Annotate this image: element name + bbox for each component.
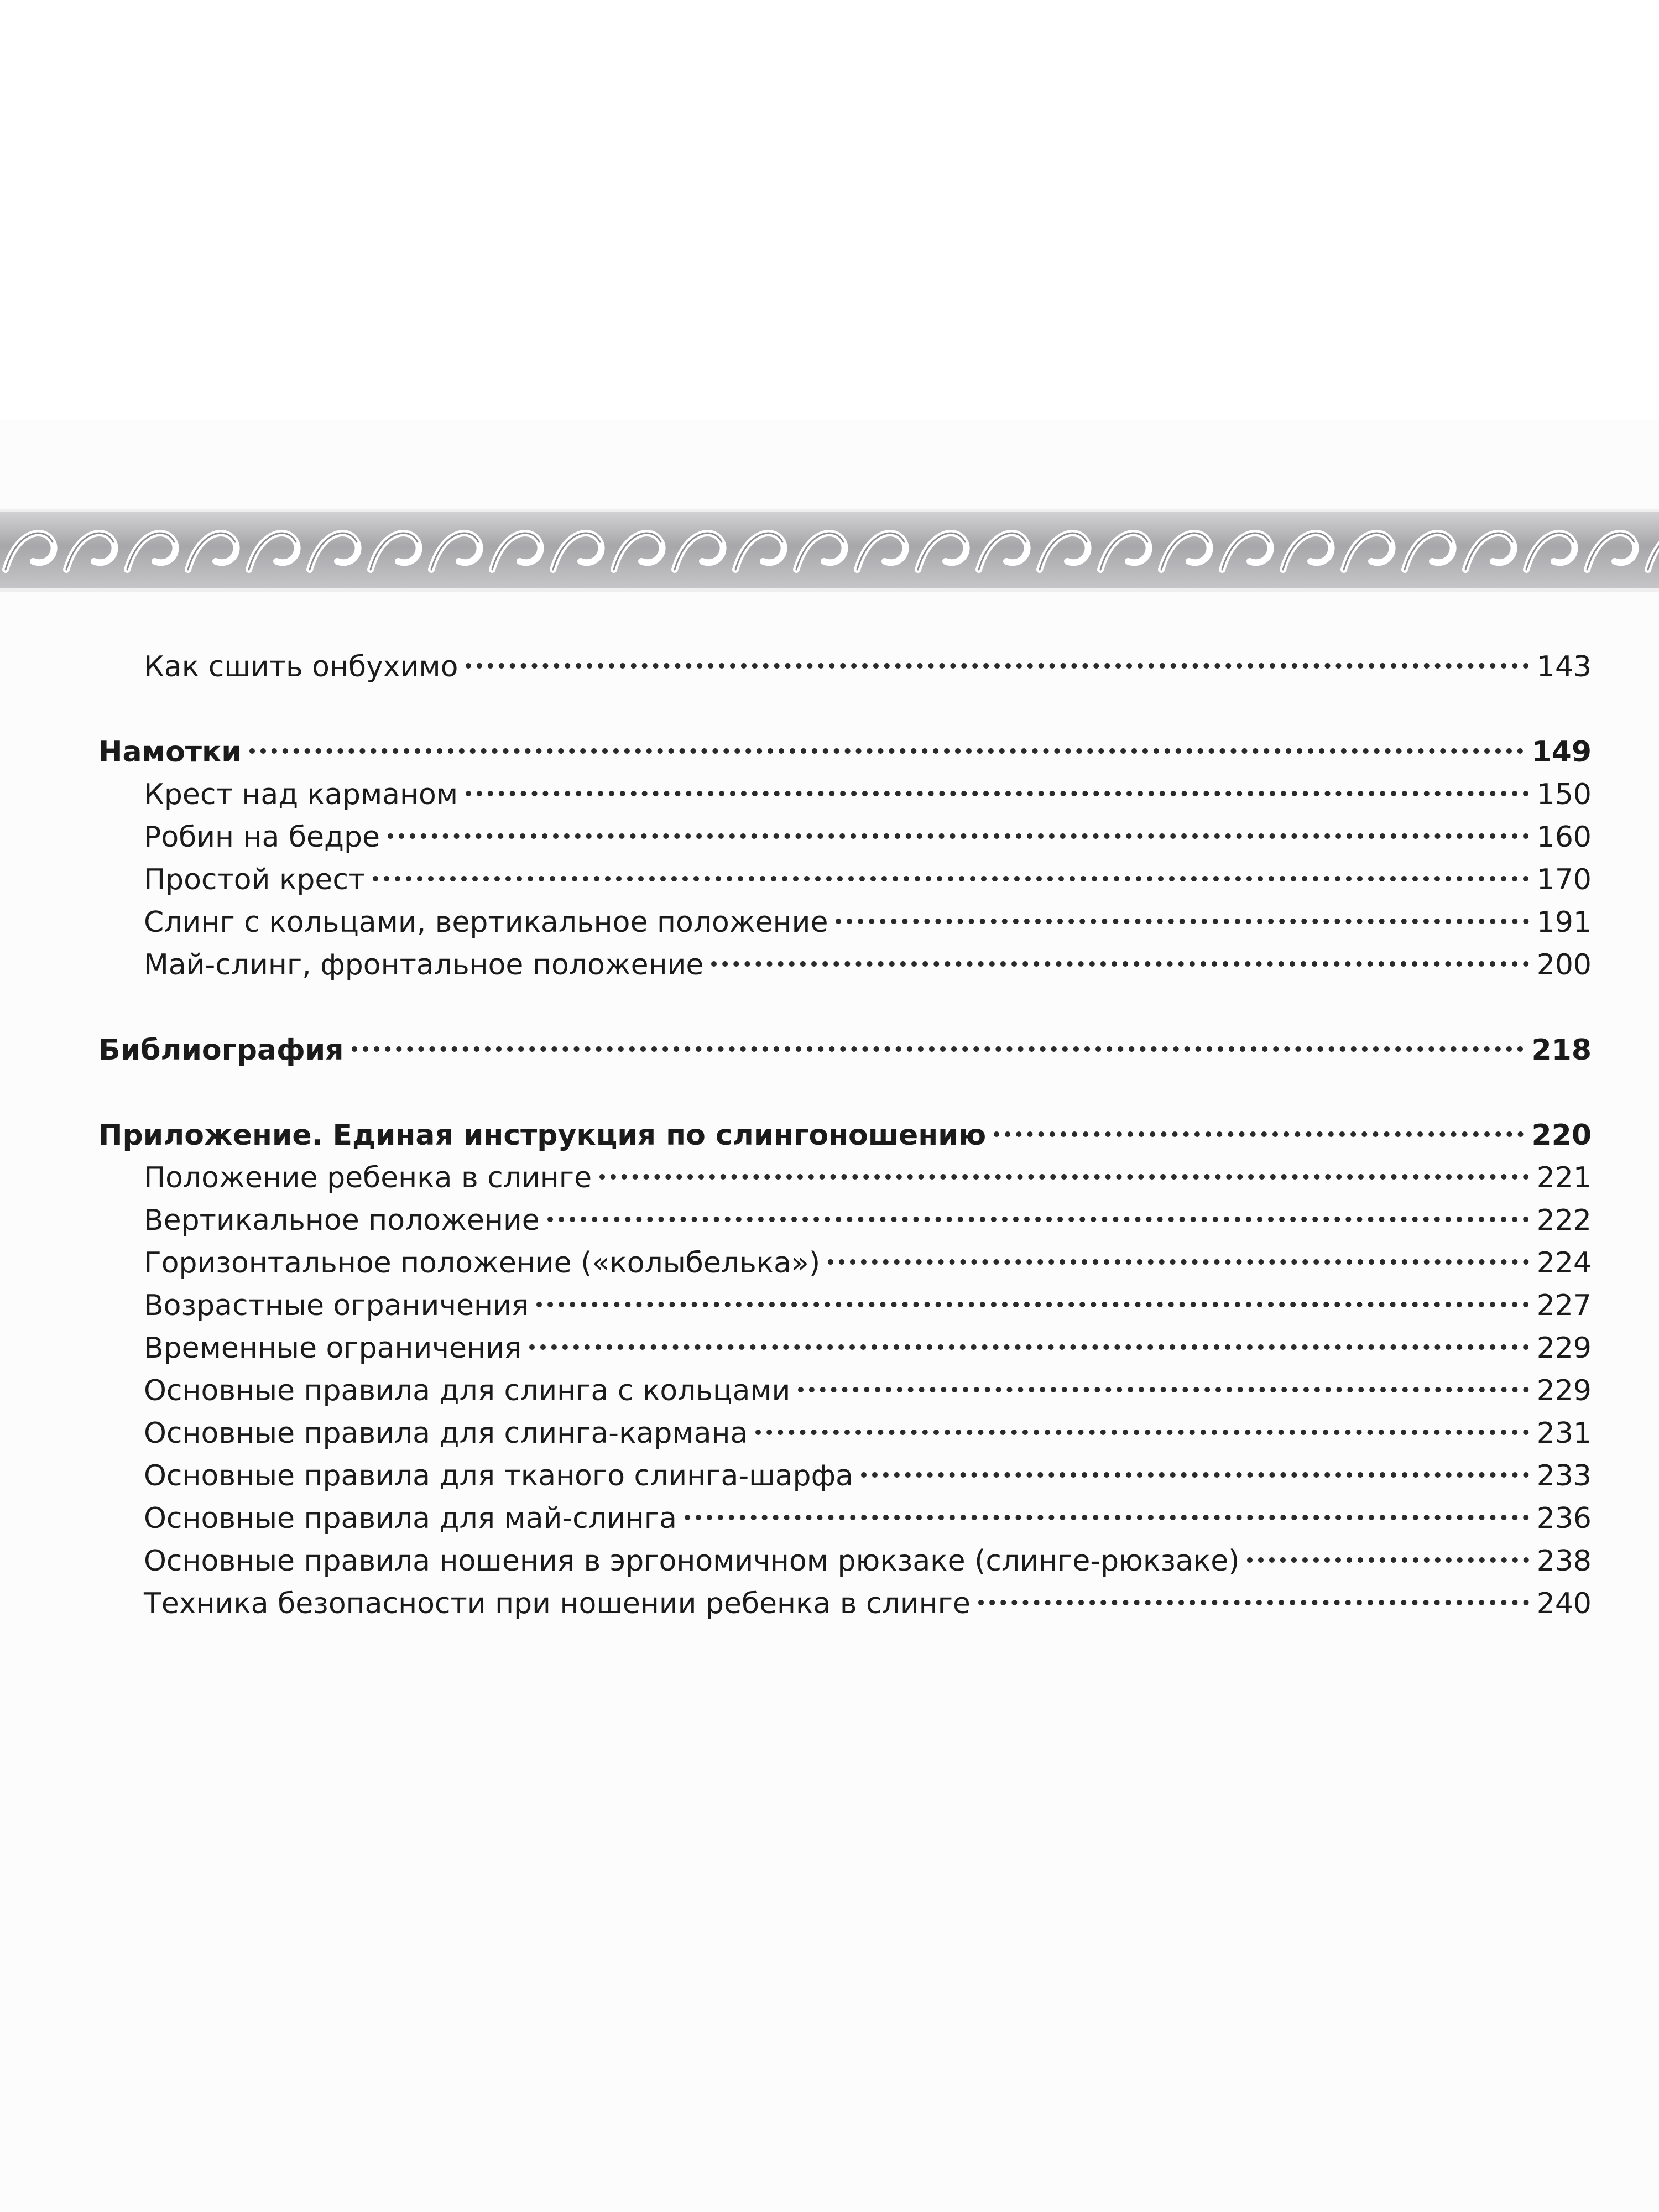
dot-leader [466, 791, 1529, 796]
toc-page-number: 149 [1531, 735, 1592, 769]
dot-leader [828, 1259, 1529, 1265]
dot-leader [798, 1387, 1528, 1392]
dot-leader [352, 1046, 1524, 1052]
dot-leader [536, 1302, 1529, 1307]
toc-entry-title: Положение ребенка в слинге [144, 1161, 592, 1194]
toc-page-number: 233 [1536, 1459, 1592, 1493]
toc-page-number: 218 [1531, 1034, 1592, 1067]
toc-chapter-entry [98, 731, 1592, 774]
page-top-margin [0, 0, 1659, 420]
toc-entry-title: Вертикальное положение [144, 1204, 540, 1237]
dot-leader [249, 748, 1524, 754]
dot-leader [755, 1430, 1528, 1435]
toc-page-number: 240 [1536, 1587, 1592, 1620]
dot-leader [388, 833, 1529, 839]
toc-entry-title: Библиография [98, 1034, 344, 1067]
toc-entry-title: Простой крест [144, 863, 366, 896]
toc-entry-title: Слинг с кольцами, вертикальное положение [144, 906, 828, 939]
toc-entry-title: Намотки [98, 735, 242, 769]
toc-entry-title: Основные правила для слинга-кармана [144, 1417, 748, 1450]
toc-page-number: 238 [1536, 1545, 1592, 1578]
dot-leader [685, 1515, 1529, 1520]
toc-entry [98, 646, 1592, 688]
dot-leader [373, 876, 1529, 881]
toc-entry [98, 901, 1592, 944]
toc-page-number: 236 [1536, 1502, 1592, 1535]
toc-page-number: 191 [1536, 906, 1592, 939]
toc-entry-title: Основные правила для май-слинга [144, 1502, 677, 1535]
toc-entry [98, 1412, 1592, 1455]
toc-entry [98, 1157, 1592, 1199]
toc-page-number: 227 [1536, 1289, 1592, 1322]
toc-chapter-entry [98, 1029, 1592, 1072]
toc-entry [98, 1583, 1592, 1625]
toc-entry [98, 1498, 1592, 1540]
dot-leader [599, 1174, 1529, 1180]
toc-entry-title: Горизонтальное положение («колыбелька») [144, 1246, 821, 1280]
dot-leader [711, 961, 1528, 967]
toc-entry [98, 816, 1592, 859]
toc-entry-title: Робин на бедре [144, 821, 380, 854]
toc-entry-title: Крест над карманом [144, 778, 458, 811]
toc-entry-title: Май-слинг, фронтальное положение [144, 948, 704, 982]
ornament-pattern [0, 509, 1659, 592]
toc-entry-title: Как сшить онбухимо [144, 650, 458, 684]
toc-entry-title: Основные правила для слинга с кольцами [144, 1374, 791, 1407]
dot-leader [529, 1344, 1529, 1350]
toc-page-number: 229 [1536, 1374, 1592, 1407]
toc-entry [98, 1285, 1592, 1327]
toc-page-number: 170 [1536, 863, 1592, 896]
decorative-ornament-band [0, 509, 1659, 592]
toc-page-number: 200 [1536, 948, 1592, 982]
toc-page-number: 231 [1536, 1417, 1592, 1450]
toc-entry [98, 1370, 1592, 1412]
toc-page-number: 222 [1536, 1204, 1592, 1237]
toc-entry-title: Приложение. Единая инструкция по слингоношению [98, 1119, 987, 1152]
toc-entry-title: Основные правила ношения в эргономичном рюкзаке (слинге-рюкзаке) [144, 1545, 1240, 1578]
toc-entry-title: Временные ограничения [144, 1332, 522, 1365]
toc-entry [98, 1327, 1592, 1370]
dot-leader [547, 1217, 1529, 1222]
toc-entry [98, 859, 1592, 901]
table-of-contents [98, 646, 1592, 1625]
toc-entry-title: Основные правила для тканого слинга-шарфа [144, 1459, 853, 1493]
toc-entry-title: Возрастные ограничения [144, 1289, 529, 1322]
toc-entry [98, 944, 1592, 987]
dot-leader [978, 1600, 1529, 1605]
toc-entry [98, 774, 1592, 816]
toc-page-number: 221 [1536, 1161, 1592, 1194]
dot-leader [994, 1131, 1524, 1137]
toc-page-number: 229 [1536, 1332, 1592, 1365]
dot-leader [861, 1472, 1529, 1478]
dot-leader [466, 663, 1528, 669]
toc-entry [98, 1455, 1592, 1498]
dot-leader [1247, 1557, 1528, 1563]
toc-page-number: 160 [1536, 821, 1592, 854]
toc-page-number: 150 [1536, 778, 1592, 811]
toc-entry [98, 1199, 1592, 1242]
toc-entry [98, 1540, 1592, 1583]
dot-leader [836, 919, 1528, 924]
toc-chapter-entry [98, 1114, 1592, 1157]
toc-entry-title: Техника безопасности при ношении ребенка в слинге [144, 1587, 971, 1620]
toc-page-number: 220 [1531, 1119, 1592, 1152]
toc-page-number: 143 [1536, 650, 1592, 684]
toc-entry [98, 1242, 1592, 1285]
toc-page-number: 224 [1536, 1246, 1592, 1280]
